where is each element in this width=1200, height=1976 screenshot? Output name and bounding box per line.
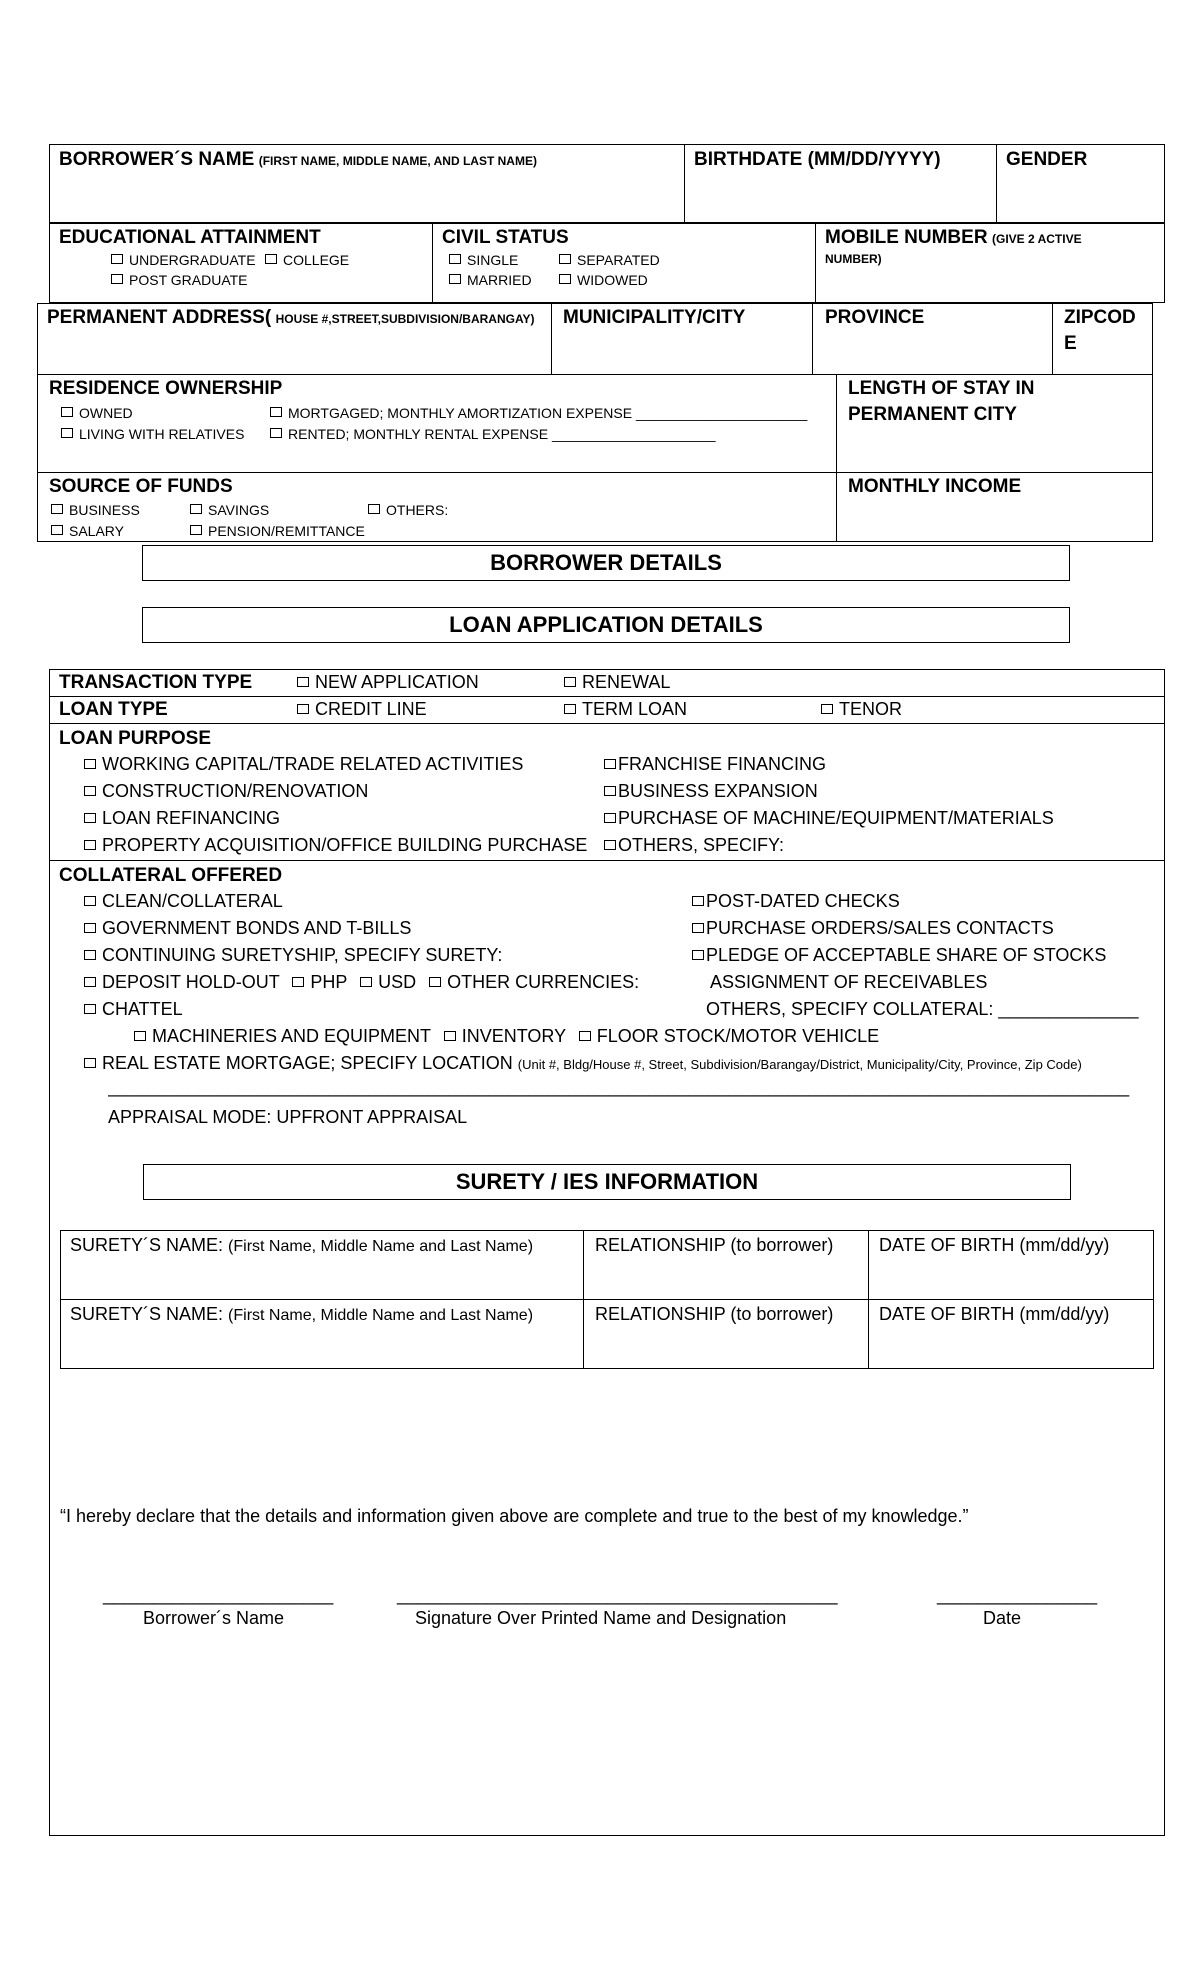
checkbox-icon[interactable] [559,254,571,264]
checkbox-icon[interactable] [61,428,73,438]
purpose-business-expansion[interactable]: BUSINESS EXPANSION [604,781,818,802]
residence-option-living-with-relatives[interactable]: LIVING WITH RELATIVES [61,426,244,442]
collateral-post-dated-checks[interactable]: POST-DATED CHECKS [692,891,900,912]
checkbox-icon[interactable] [61,407,73,417]
surety-name-note-1: (First Name, Middle Name and Last Name) [228,1238,534,1255]
surety-relationship-cell-2[interactable] [583,1299,869,1369]
signature-caption: Signature Over Printed Name and Designation [415,1608,787,1628]
address-label: PERMANENT ADDRESS( [47,307,272,328]
civil-status-label: CIVIL STATUS [442,227,569,248]
checkbox-icon[interactable] [449,274,461,284]
income-label: MONTHLY INCOME [848,476,1022,497]
mobile-note-1: (GIVE 2 ACTIVE [992,232,1082,246]
checkbox-icon[interactable] [84,813,96,823]
transaction-option-renewal[interactable]: RENEWAL [564,672,670,693]
surety-dob-cell-2[interactable] [868,1299,1154,1369]
checkbox-icon[interactable] [84,1004,96,1014]
residence-option-owned[interactable]: OWNED [61,405,133,421]
checkbox-icon[interactable] [84,896,96,906]
chattel-floor-stock: FLOOR STOCK/MOTOR VEHICLE [596,1026,880,1046]
civil-option-separated[interactable]: SEPARATED [559,252,660,268]
checkbox-icon[interactable] [444,1031,456,1041]
length-stay-label-1: LENGTH OF STAY IN [848,378,1035,399]
appraisal-mode: APPRAISAL MODE: UPFRONT APPRAISAL [108,1107,468,1127]
chattel-inventory: INVENTORY [461,1026,566,1046]
borrower-name-line[interactable]: _______________________ [103,1585,334,1605]
borrower-name-note: (FIRST NAME, MIDDLE NAME, AND LAST NAME) [258,154,537,168]
borrower-name-cell[interactable] [49,144,685,223]
checkbox-icon[interactable] [292,977,304,987]
checkbox-icon[interactable] [579,1031,591,1041]
source-of-funds-cell [37,472,837,542]
loan-type-option-credit-line[interactable]: CREDIT LINE [297,699,427,720]
funds-option-others[interactable]: OTHERS: [368,502,448,518]
zipcode-cell[interactable] [1052,303,1153,375]
purpose-others[interactable]: OTHERS, SPECIFY: [604,835,784,856]
purpose-working-capital[interactable]: WORKING CAPITAL/TRADE RELATED ACTIVITIES [84,754,523,775]
permanent-address-cell[interactable] [37,303,552,375]
checkbox-icon[interactable] [692,896,704,906]
loan-application-header: LOAN APPLICATION DETAILS [142,607,1070,643]
collateral-real-estate[interactable]: REAL ESTATE MORTGAGE; SPECIFY LOCATION (Unit #, Bldg/House #, Street, Subdivision/Barangay/District, Municipality/City, Province, Zip Code) [84,1053,1082,1074]
checkbox-icon[interactable] [84,1058,96,1068]
real-estate-location-line[interactable]: ______________________________________________________________________________________________________ [108,1077,1130,1097]
loan-type-label: LOAN TYPE [59,699,168,720]
municipality-cell[interactable] [551,303,813,375]
checkbox-icon[interactable] [604,840,616,850]
checkbox-icon[interactable] [368,504,380,514]
civil-option-widowed[interactable]: WIDOWED [559,272,648,288]
currency-php: PHP [310,972,348,992]
checkbox-icon[interactable] [604,813,616,823]
residence-option-mortgaged[interactable]: MORTGAGED; MONTHLY AMORTIZATION EXPENSE ______________________ [270,405,807,421]
checkbox-icon[interactable] [84,840,96,850]
funds-label: SOURCE OF FUNDS [49,476,233,497]
length-stay-label-2: PERMANENT CITY [848,404,1017,425]
checkbox-icon[interactable] [559,274,571,284]
checkbox-icon[interactable] [51,504,63,514]
checkbox-icon[interactable] [449,254,461,264]
gender-cell[interactable] [996,144,1165,223]
transaction-type-label: TRANSACTION TYPE [59,672,253,693]
loan-purpose-label: LOAN PURPOSE [59,728,212,749]
surety-dob-label-1: DATE OF BIRTH (mm/dd/yy) [879,1235,1110,1255]
real-estate-note: (Unit #, Bldg/House #, Street, Subdivision/Barangay/District, Municipality/City, Province, Zip Code) [517,1057,1082,1072]
loan-type-option-tenor[interactable]: TENOR [821,699,902,720]
transaction-option-new[interactable]: NEW APPLICATION [297,672,479,693]
collateral-suretyship[interactable]: CONTINUING SURETYSHIP, SPECIFY SURETY: [84,945,502,966]
purpose-machine-equipment[interactable]: PURCHASE OF MACHINE/EQUIPMENT/MATERIALS [604,808,1054,829]
collateral-chattel[interactable]: CHATTEL [84,999,183,1020]
surety-information-header: SURETY / IES INFORMATION [143,1164,1071,1200]
checkbox-icon[interactable] [821,704,833,714]
checkbox-icon[interactable] [84,977,96,987]
checkbox-icon[interactable] [84,759,96,769]
length-of-stay-cell[interactable] [836,374,1153,473]
checkbox-icon[interactable] [265,254,277,264]
signature-line[interactable]: ____________________________________________ [397,1585,838,1605]
collateral-deposit-hold-out[interactable]: DEPOSIT HOLD-OUT PHP USD OTHER CURRENCIES: [84,972,639,993]
education-label: EDUCATIONAL ATTAINMENT [59,227,321,248]
loan-type-option-term-loan[interactable]: TERM LOAN [564,699,687,720]
collateral-label: COLLATERAL OFFERED [59,865,283,886]
checkbox-icon[interactable] [604,759,616,769]
surety-name-label-1: SURETY´S NAME: [70,1235,224,1255]
borrower-name-label: BORROWER´S NAME [59,149,255,170]
collateral-others-specify[interactable]: OTHERS, SPECIFY COLLATERAL: ______________ [706,999,1139,1019]
surety-relationship-cell-1[interactable] [583,1230,869,1300]
collateral-government-bonds[interactable]: GOVERNMENT BONDS AND T-BILLS [84,918,411,939]
province-cell[interactable] [812,303,1053,375]
address-note: HOUSE #,STREET,SUBDIVISION/BARANGAY) [275,312,535,326]
monthly-income-cell[interactable] [836,472,1153,542]
gender-label: GENDER [1006,149,1088,170]
checkbox-icon[interactable] [564,704,576,714]
municipality-label: MUNICIPALITY/CITY [563,307,746,328]
date-line[interactable]: ________________ [937,1585,1098,1605]
checkbox-icon[interactable] [84,786,96,796]
surety-name-cell-2[interactable] [60,1299,584,1369]
checkbox-icon[interactable] [134,1031,146,1041]
loan-type-row [49,696,1165,724]
checkbox-icon[interactable] [297,677,309,687]
checkbox-icon[interactable] [692,923,704,933]
declaration-text: “I hereby declare that the details and information given above are complete and true to the best of my knowledge.” [60,1506,969,1526]
collateral-purchase-orders[interactable]: PURCHASE ORDERS/SALES CONTACTS [692,918,1054,939]
civil-status-cell [432,223,816,303]
transaction-type-row [49,669,1165,697]
education-cell [49,223,433,303]
purpose-franchise[interactable]: FRANCHISE FINANCING [604,754,826,775]
funds-option-salary[interactable]: SALARY [51,523,124,539]
checkbox-icon[interactable] [429,977,441,987]
birthdate-cell[interactable] [684,144,997,223]
currency-other: OTHER CURRENCIES: [447,972,640,992]
loan-purpose-row [49,723,1165,861]
chattel-machineries: MACHINERIES AND EQUIPMENT [152,1026,431,1046]
residence-option-rented[interactable]: RENTED; MONTHLY RENTAL EXPENSE _____________________ [270,426,716,442]
chattel-items[interactable] [134,1026,879,1047]
mobile-number-cell[interactable] [815,223,1165,303]
funds-option-pension[interactable]: PENSION/REMITTANCE [190,523,365,539]
surety-dob-cell-1[interactable] [868,1230,1154,1300]
mobile-number-label: MOBILE NUMBER [825,227,988,248]
borrower-details-header: BORROWER DETAILS [142,545,1070,581]
checkbox-icon[interactable] [190,525,202,535]
checkbox-icon[interactable] [190,504,202,514]
residence-label: RESIDENCE OWNERSHIP [49,378,283,399]
purpose-construction[interactable]: CONSTRUCTION/RENOVATION [84,781,368,802]
checkbox-icon[interactable] [51,525,63,535]
collateral-pledge-stocks[interactable]: PLEDGE OF ACCEPTABLE SHARE OF STOCKS [692,945,1106,966]
civil-option-married[interactable]: MARRIED [449,272,532,288]
birthdate-label: BIRTHDATE (MM/DD/YYYY) [694,149,941,170]
checkbox-icon[interactable] [111,254,123,264]
checkbox-icon[interactable] [604,786,616,796]
checkbox-icon[interactable] [84,950,96,960]
funds-option-savings[interactable]: SAVINGS [190,502,269,518]
collateral-clean[interactable]: CLEAN/COLLATERAL [84,891,283,912]
mobile-note-2: NUMBER) [825,252,882,266]
collateral-frame [49,860,1165,1836]
purpose-loan-refinancing[interactable]: LOAN REFINANCING [84,808,280,829]
education-option-undergraduate[interactable]: UNDERGRADUATE [111,252,256,268]
surety-relationship-label-1: RELATIONSHIP (to borrower) [595,1235,834,1255]
province-label: PROVINCE [825,307,925,328]
surety-dob-label-2: DATE OF BIRTH (mm/dd/yy) [879,1304,1110,1324]
checkbox-icon[interactable] [564,677,576,687]
residence-ownership-cell [37,374,837,473]
surety-name-note-2: (First Name, Middle Name and Last Name) [228,1307,534,1324]
checkbox-icon[interactable] [270,428,282,438]
zipcode-label-2: E [1064,333,1077,354]
collateral-assignment-receivables: ASSIGNMENT OF RECEIVABLES [710,972,988,992]
purpose-property-acquisition[interactable]: PROPERTY ACQUISITION/OFFICE BUILDING PURCHASE [84,835,587,856]
zipcode-label-1: ZIPCOD [1064,307,1136,328]
checkbox-icon[interactable] [297,704,309,714]
checkbox-icon[interactable] [270,407,282,417]
funds-option-business[interactable]: BUSINESS [51,502,140,518]
currency-usd: USD [378,972,417,992]
date-caption: Date [983,1608,1022,1628]
surety-relationship-label-2: RELATIONSHIP (to borrower) [595,1304,834,1324]
checkbox-icon[interactable] [360,977,372,987]
education-option-college[interactable]: COLLEGE [265,252,349,268]
surety-name-cell-1[interactable] [60,1230,584,1300]
civil-option-single[interactable]: SINGLE [449,252,518,268]
education-option-post-graduate[interactable]: POST GRADUATE [111,272,248,288]
checkbox-icon[interactable] [84,923,96,933]
surety-name-label-2: SURETY´S NAME: [70,1304,224,1324]
checkbox-icon[interactable] [111,274,123,284]
borrower-name-caption: Borrower´s Name [143,1608,285,1628]
checkbox-icon[interactable] [692,950,704,960]
